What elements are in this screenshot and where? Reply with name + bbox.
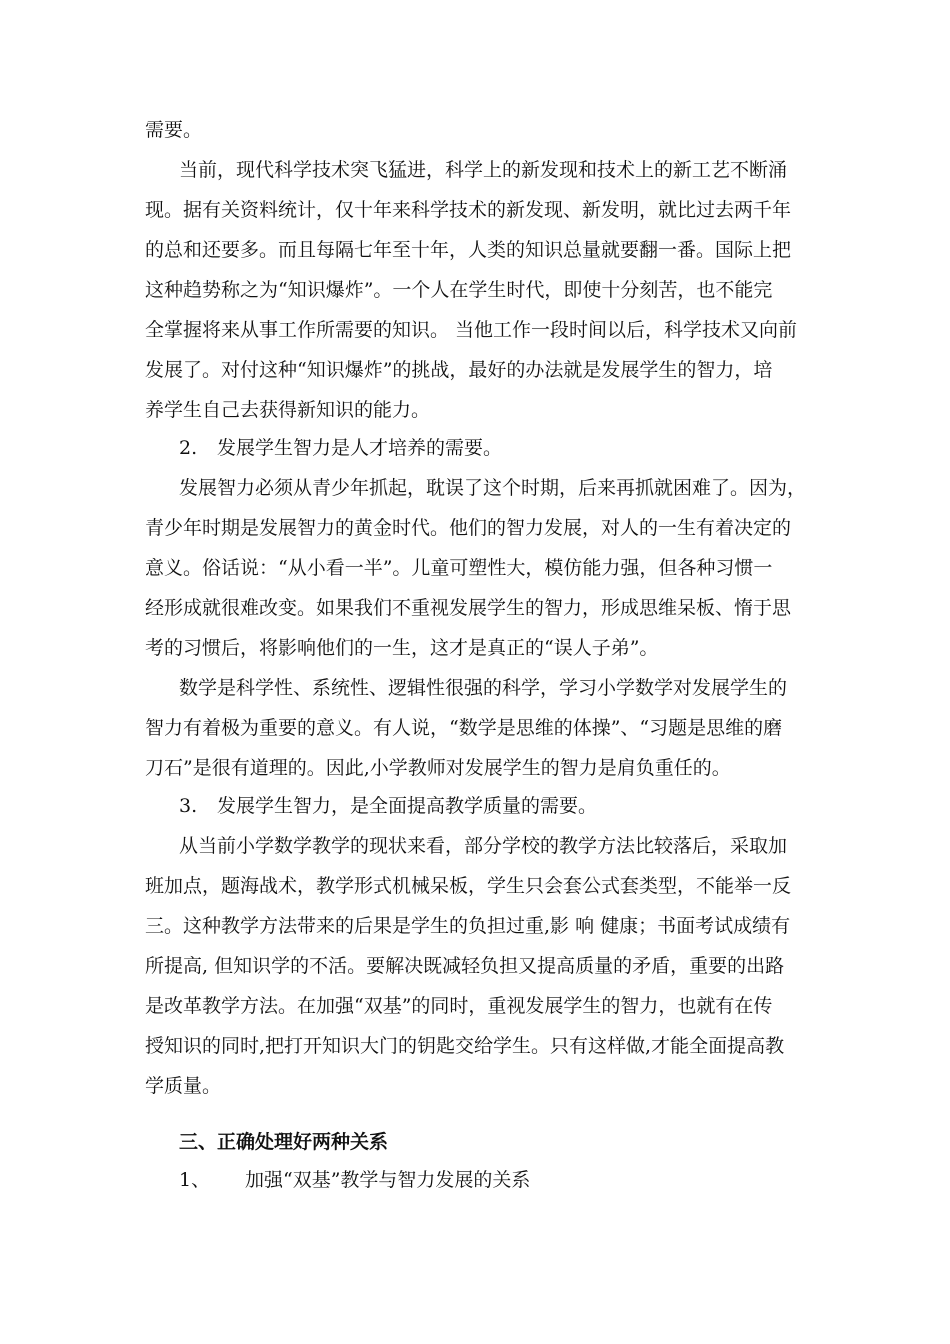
paragraph-line: 所提高, 但知识学的不活。要解决既减轻负担又提高质量的矛盾，重要的出路 (145, 955, 785, 977)
paragraph-line: 授知识的同时,把打开知识大门的钥匙交给学生。只有这样做,才能全面提高教 (145, 1035, 785, 1057)
paragraph-line: 养学生自己去获得新知识的能力。 (145, 399, 431, 421)
paragraph-line: 这种趋势称之为“知识爆炸”。一个人在学生时代，即使十分刻苦，也不能完 (145, 279, 773, 301)
paragraph-line: 从当前小学数学教学的现状来看，部分学校的教学方法比较落后，采取加 (179, 835, 788, 857)
paragraph-line: 经形成就很难改变。如果我们不重视发展学生的智力，形成思维呆板、惰于思 (145, 597, 792, 619)
paragraph-line: 发展了。对付这种“知识爆炸”的挑战，最好的办法就是发展学生的智力，培 (145, 359, 773, 381)
paragraph-line: 全掌握将来从事工作所需要的知识。 当他工作一段时间以后，科学技术又向前 (145, 319, 798, 341)
list-item-3 (179, 794, 597, 818)
paragraph-line: 班加点，题海战术，教学形式机械呆板，学生只会套公式套类型，不能举一反 (145, 875, 792, 897)
list-item-2 (179, 436, 502, 460)
paragraph-line: 青少年时期是发展智力的黄金时代。他们的智力发展，对人的一生有着决定的 (145, 517, 792, 539)
list-item-number: 3. (179, 795, 198, 817)
paragraph-line: 智力有着极为重要的意义。有人说，“数学是思维的体操”、“习题是思维的磨 (145, 717, 783, 739)
subsection-text: 加强“双基”教学与智力发展的关系 (245, 1169, 531, 1191)
list-item-number: 2. (179, 437, 198, 459)
paragraph-line: 学质量。 (145, 1075, 222, 1097)
paragraph-line: 当前，现代科学技术突飞猛进，科学上的新发现和技术上的新工艺不断涌 (179, 159, 788, 181)
section-heading: 三、正确处理好两种关系 (179, 1131, 389, 1153)
list-item-text: 发展学生智力，是全面提高教学质量的需要。 (217, 795, 598, 817)
paragraph-line: 现。据有关资料统计，仅十年来科学技术的新发现、新发明，就比过去两千年 (145, 199, 792, 221)
paragraph-line: 的总和还要多。而且每隔七年至十年，人类的知识总量就要翻一番。国际上把 (145, 239, 792, 261)
paragraph-line: 三。这种教学方法带来的后果是学生的负担过重,影 响 健康；书面考试成绩有 (145, 915, 791, 937)
list-item-text: 发展学生智力是人才培养的需要。 (217, 437, 503, 459)
paragraph-line: 刀石”是很有道理的。因此,小学教师对发展学生的智力是肩负重任的。 (145, 757, 731, 779)
paragraph-line: 意义。俗话说：“从小看一半”。儿童可塑性大，模仿能力强，但各种习惯一 (145, 557, 773, 579)
subsection-number: 1、 (179, 1169, 211, 1191)
paragraph-line: 是改革教学方法。在加强“双基”的同时，重视发展学生的智力，也就有在传 (145, 995, 773, 1017)
paragraph-line: 发展智力必须从青少年抓起，耽误了这个时期，后来再抓就困难了。因为， (179, 477, 807, 499)
paragraph-line: 数学是科学性、系统性、逻辑性很强的科学，学习小学数学对发展学生的 (179, 677, 788, 699)
paragraph-line: 需要。 (145, 119, 203, 141)
paragraph-line: 考的习惯后，将影响他们的一生，这才是真正的“误人子弟”。 (145, 637, 659, 659)
subsection-heading (179, 1168, 530, 1192)
